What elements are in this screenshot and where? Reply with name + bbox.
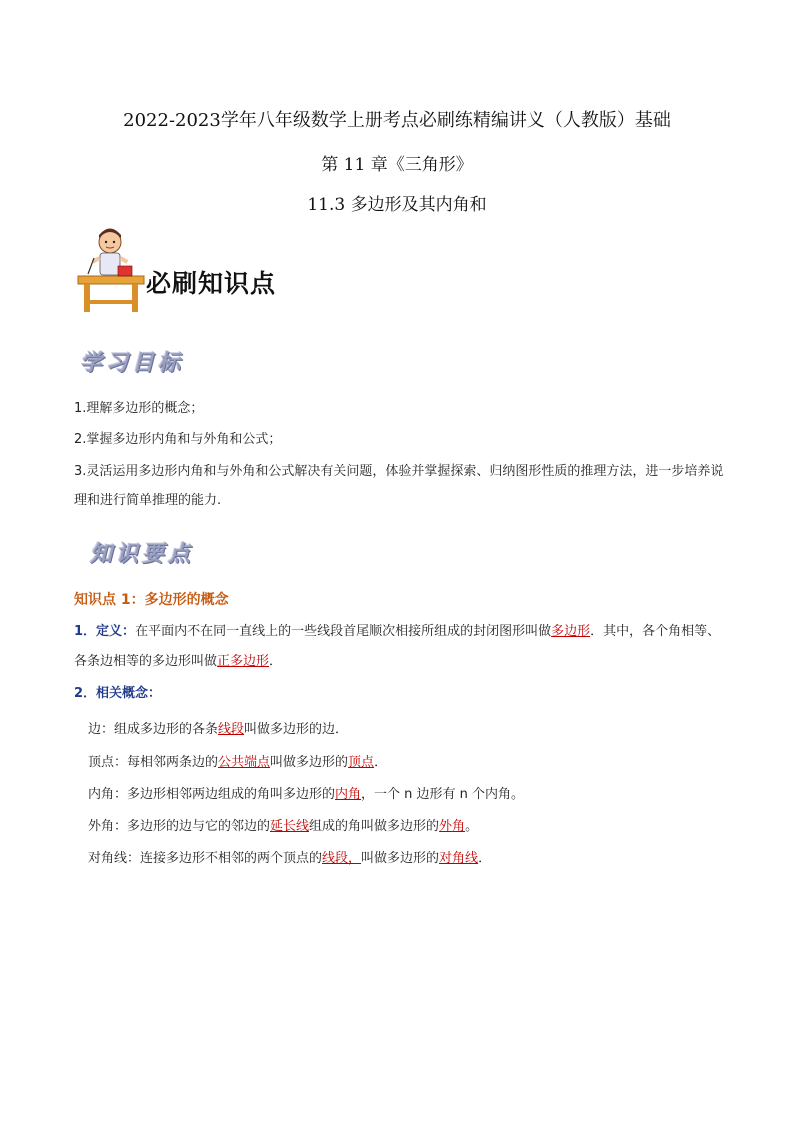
definition-text-1: 在平面内不在同一直线上的一些线段首尾顺次相接所组成的封闭图形叫做: [135, 624, 552, 639]
concept-text: 内角：多边形相邻两边组成的角叫多边形的: [88, 787, 336, 802]
term-diagonal: 对角线: [439, 851, 479, 866]
concept-text: 叫做多边形的: [361, 851, 440, 866]
document-title: 2022-2023学年八年级数学上册考点必刷练精编讲义（人教版）基础: [123, 110, 671, 131]
related-concepts-heading: [74, 679, 724, 709]
definition-paragraph: [74, 617, 724, 677]
term-interior-angle: 内角: [335, 787, 362, 802]
term-segment-2: 线段，: [322, 851, 362, 866]
concept-text: 叫做多边形的: [270, 755, 349, 770]
term-vertex: 顶点: [348, 755, 375, 770]
term-extension-line: 延长线: [270, 819, 310, 834]
section-title: 11.3 多边形及其内角和: [307, 195, 487, 215]
related-number: 2．: [74, 686, 97, 701]
concept-text: 顶点：每相邻两条边的: [88, 755, 219, 770]
knowledge-points-heading: 知识要点: [90, 542, 195, 567]
term-segment: 线段: [218, 722, 245, 737]
term-common-endpoint: 公共端点: [218, 755, 271, 770]
term-regular-polygon: 正多边形: [217, 654, 270, 669]
goal-item-3: 3.灵活运用多边形内角和与外角和公式解决有关问题，体验并掌握探索、归纳图形性质的推理方法，进一步培养说理和进行简单推理的能力.: [74, 464, 724, 508]
term-polygon: 多边形: [551, 624, 591, 639]
knowledge-point-title: 知识点 1：多边形的概念: [74, 592, 229, 608]
concept-text: ．: [374, 755, 388, 770]
concept-text: ．: [478, 851, 492, 866]
term-exterior-angle: 外角: [439, 819, 466, 834]
concept-diagonal: [88, 847, 491, 866]
concept-text: 。: [465, 819, 479, 834]
concept-exterior-angle: [88, 815, 478, 834]
banner-heading: 必刷知识点: [146, 269, 277, 298]
concept-text: 外角：多边形的边与它的邻边的: [88, 819, 271, 834]
definition-label: 定义：: [96, 624, 136, 639]
definition-number: 1．: [74, 624, 97, 639]
concept-text: 边：组成多边形的各条: [88, 722, 219, 737]
concept-vertex: [88, 751, 387, 770]
concept-text: 组成的角叫做多边形的: [309, 819, 440, 834]
concept-edge: [88, 718, 348, 737]
goal-item-1: 1.理解多边形的概念；: [74, 401, 204, 416]
concept-interior-angle: [88, 783, 524, 802]
goal-item-2: 2.掌握多边形内角和与外角和公式；: [74, 432, 282, 447]
definition-text-3: ．: [269, 654, 283, 669]
related-label: 相关概念：: [96, 686, 162, 701]
definition-text-2: ．其中，各个角相等、各条边相等的多边形叫做: [74, 624, 721, 669]
chapter-title: 第 11 章《三角形》: [321, 155, 473, 175]
concept-text: ，一个 n 边形有 n 个内角。: [361, 787, 525, 802]
learning-goals-heading: 学习目标: [80, 351, 185, 376]
concept-text: 对角线：连接多边形不相邻的两个顶点的: [88, 851, 323, 866]
concept-text: 叫做多边形的边．: [244, 722, 349, 737]
